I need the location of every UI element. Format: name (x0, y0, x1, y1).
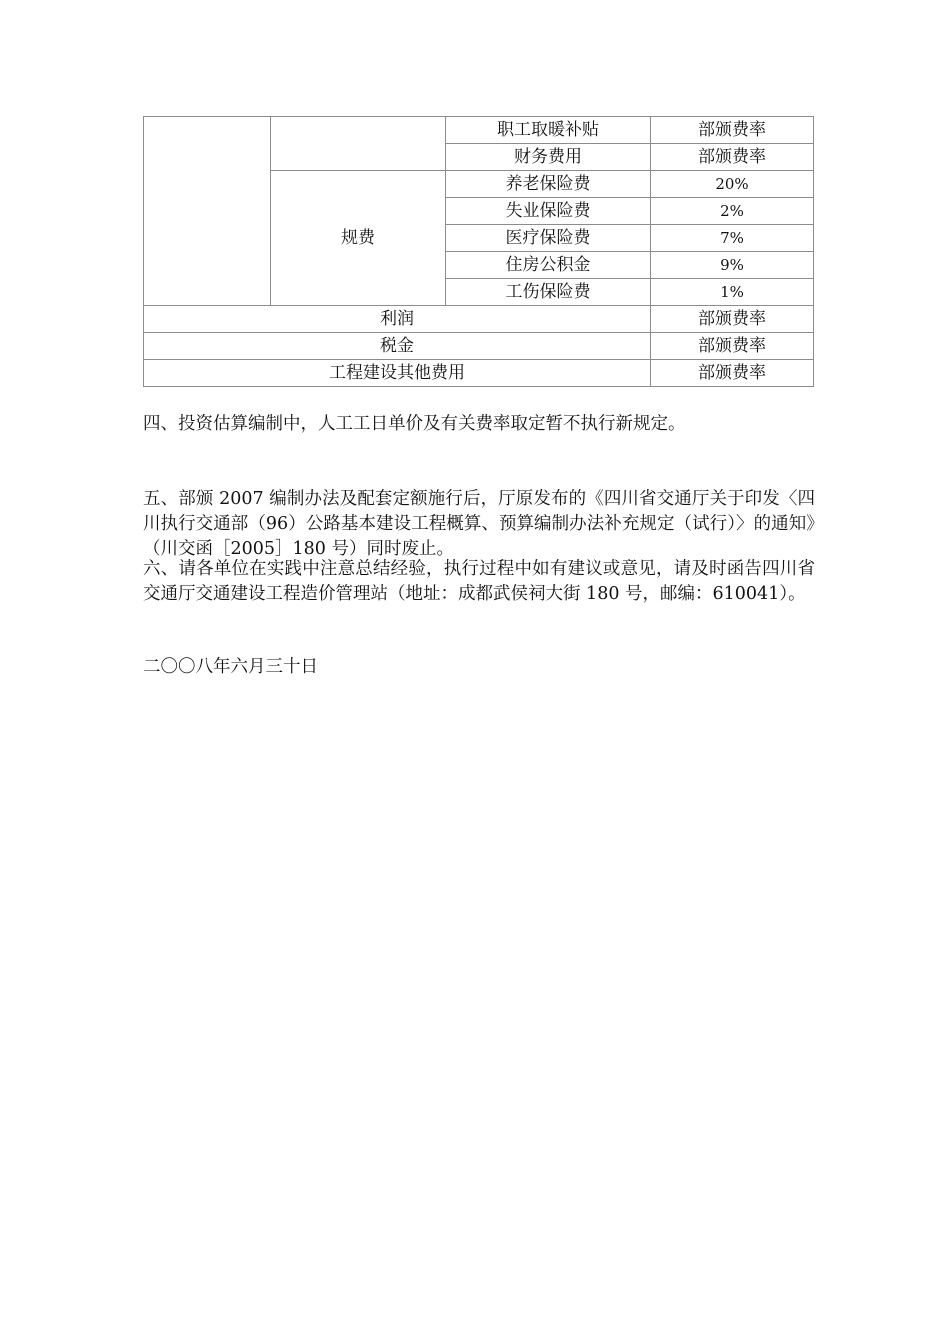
fee-item-cell: 财务费用 (446, 144, 651, 171)
summary-label-cell: 税金 (144, 333, 651, 360)
fee-item-cell: 养老保险费 (446, 171, 651, 198)
table-row (144, 333, 814, 360)
fee-rate-cell: 1% (651, 279, 814, 306)
fee-item-cell: 职工取暖补贴 (446, 117, 651, 144)
summary-rate-cell: 部颁费率 (651, 360, 814, 387)
fee-item-cell: 失业保险费 (446, 198, 651, 225)
fee-rate-cell: 2% (651, 198, 814, 225)
fee-rate-table (143, 116, 814, 387)
group-label-cell: 规费 (271, 171, 446, 306)
fee-rate-cell: 7% (651, 225, 814, 252)
fee-item-cell: 工伤保险费 (446, 279, 651, 306)
summary-label-cell: 利润 (144, 306, 651, 333)
summary-rate-cell: 部颁费率 (651, 333, 814, 360)
empty-category-cell (144, 117, 271, 306)
fee-rate-cell: 20% (651, 171, 814, 198)
paragraph-item-5: 五、部颁 2007 编制办法及配套定额施行后，厅原发布的《四川省交通厅关于印发〈四川执行交通部（96）公路基本建设工程概算、预算编制办法补充规定（试行）〉的通知》（川交函［2005］180 号）同时废止。 (143, 489, 815, 559)
table-row (144, 117, 814, 144)
summary-label-cell: 工程建设其他费用 (144, 360, 651, 387)
fee-item-cell: 医疗保险费 (446, 225, 651, 252)
fee-rate-cell: 9% (651, 252, 814, 279)
table-row (144, 306, 814, 333)
empty-subcategory-cell (271, 117, 446, 171)
table-row (144, 360, 814, 387)
paragraph-item-6: 六、请各单位在实践中注意总结经验，执行过程中如有建议或意见，请及时函告四川省交通厅交通建设工程造价管理站（地址：成都武侯祠大街 180 号，邮编：610041）。 (143, 559, 815, 604)
document-date: 二〇〇八年六月三十日 (143, 657, 318, 677)
fee-rate-cell: 部颁费率 (651, 117, 814, 144)
fee-item-cell: 住房公积金 (446, 252, 651, 279)
paragraph-item-4: 四、投资估算编制中，人工工日单价及有关费率取定暂不执行新规定。 (143, 414, 686, 434)
summary-rate-cell: 部颁费率 (651, 306, 814, 333)
fee-rate-cell: 部颁费率 (651, 144, 814, 171)
